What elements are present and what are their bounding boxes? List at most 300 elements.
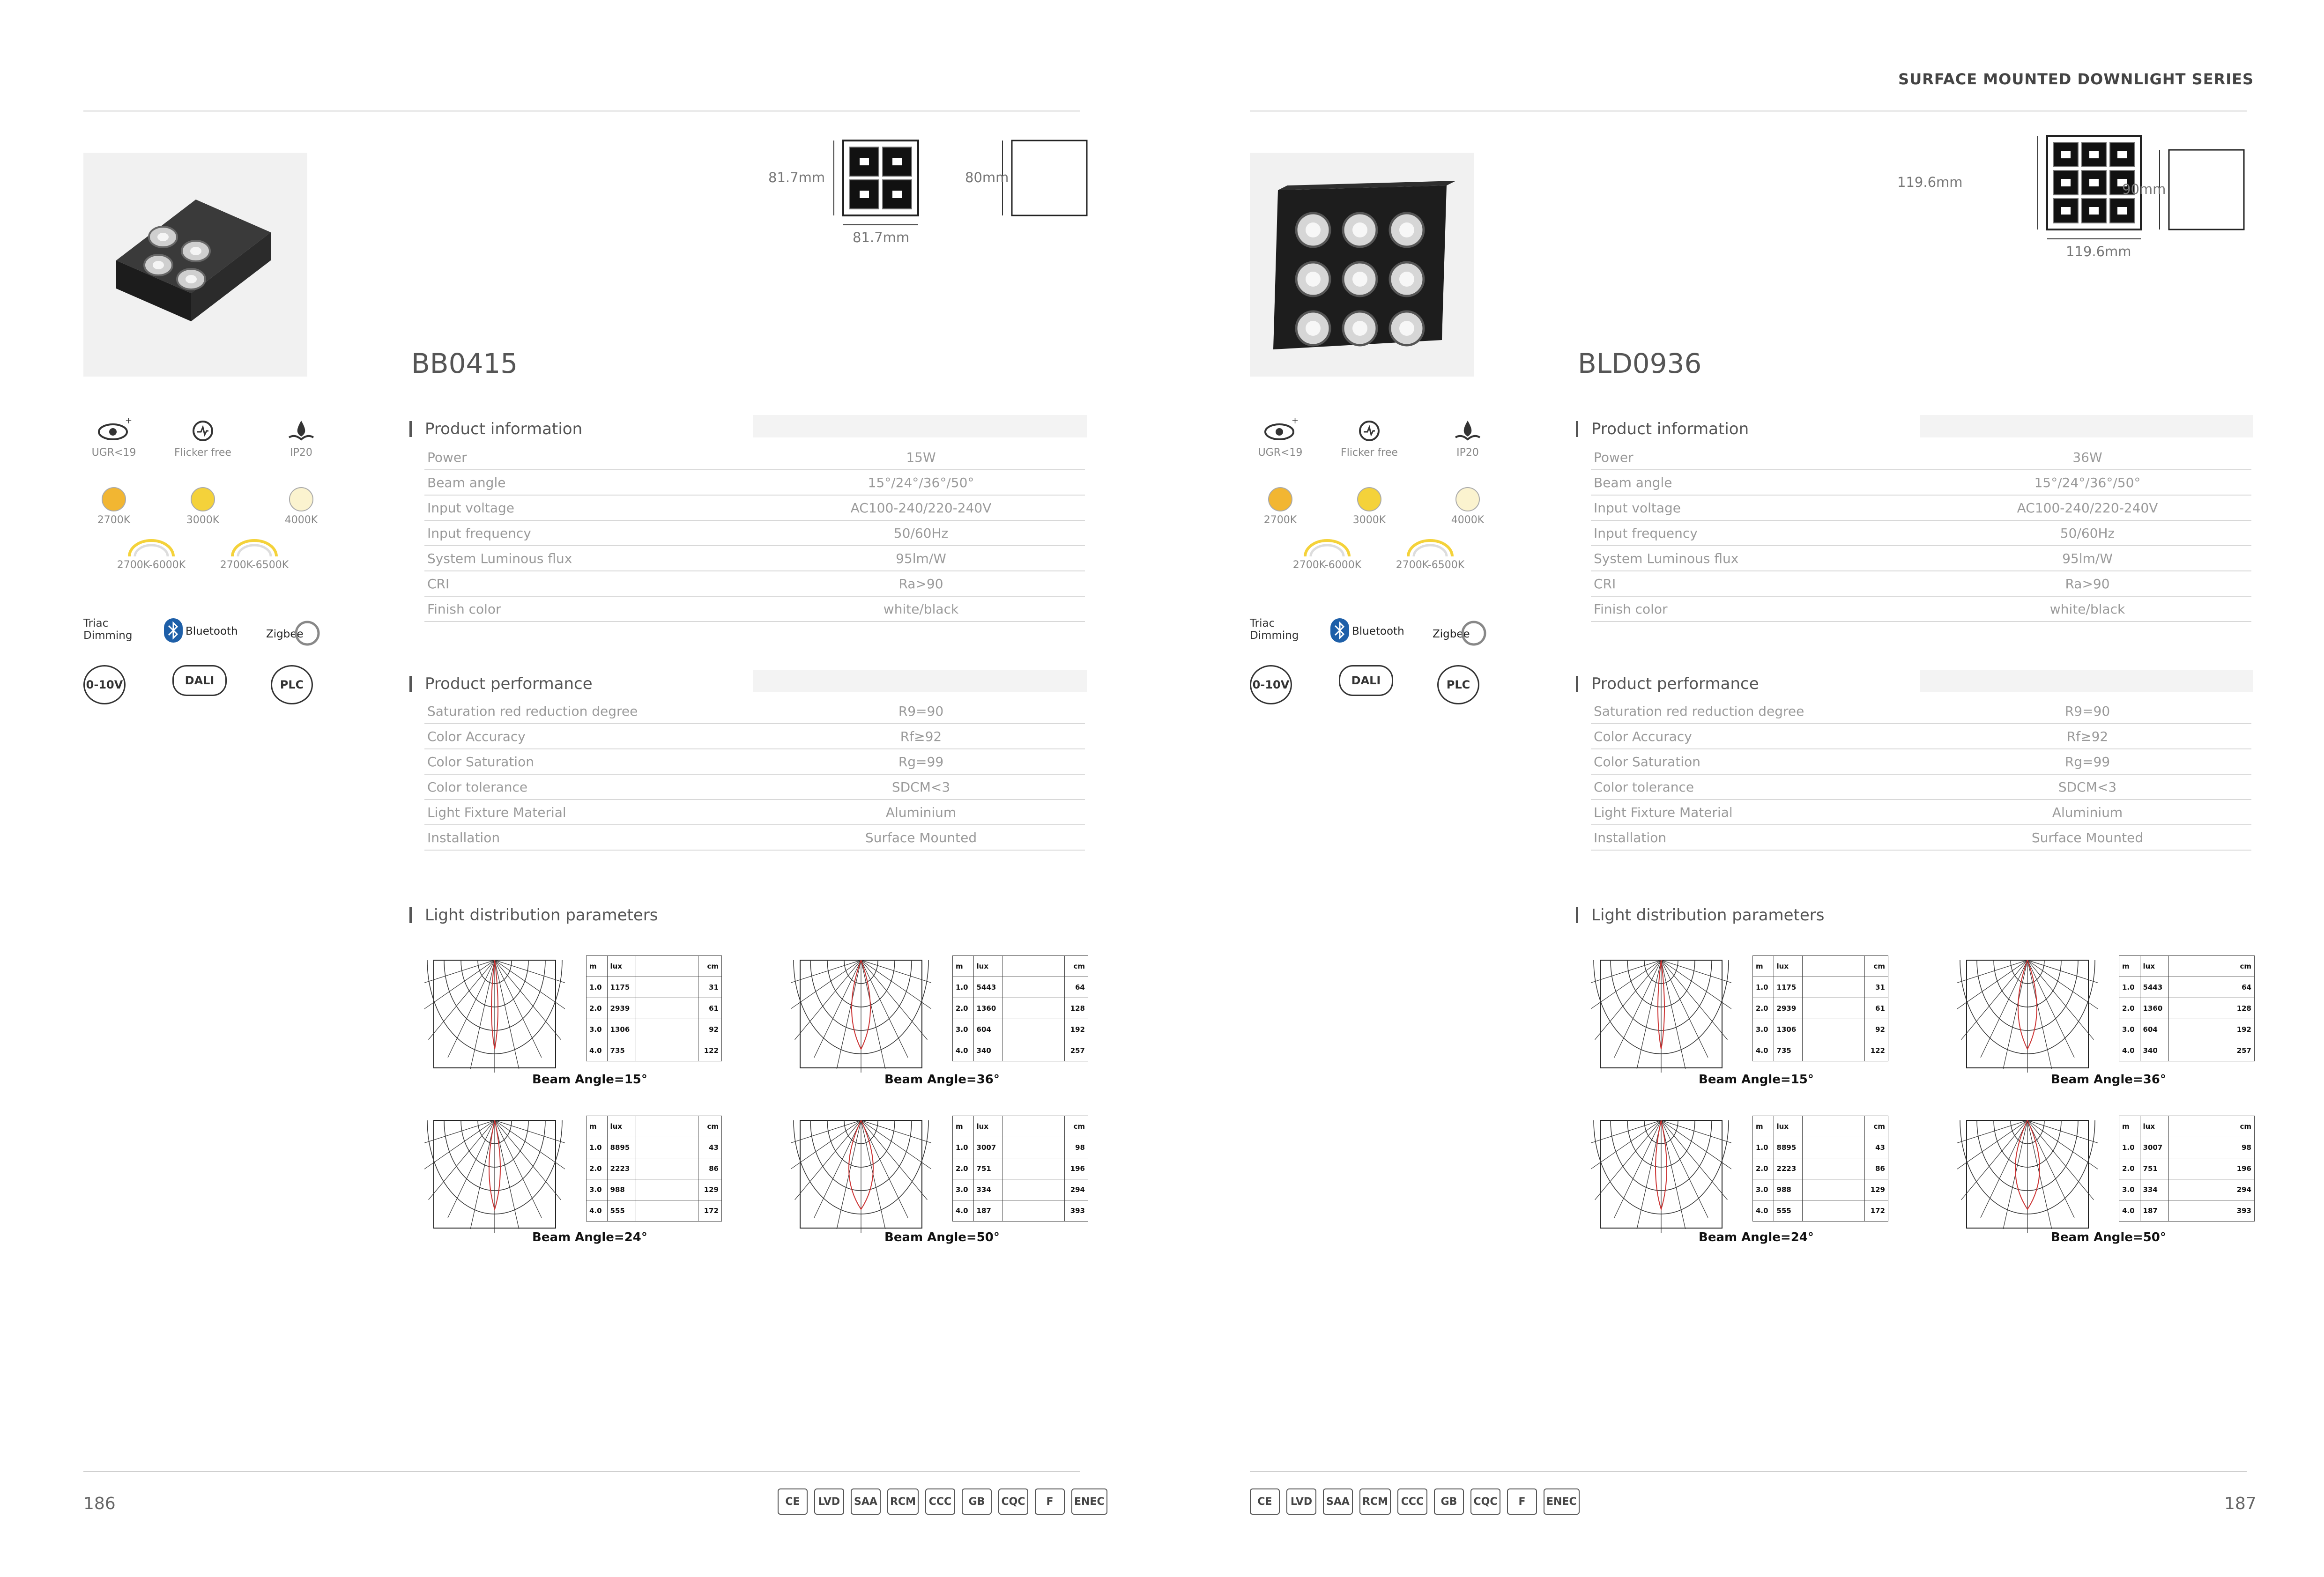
feature-ugr-eye <box>1250 417 1311 459</box>
distance-cell: 3.0 <box>953 1019 974 1040</box>
table-row <box>587 1137 722 1158</box>
table-row <box>2119 977 2255 998</box>
cone-cell <box>1803 1200 1865 1222</box>
tunable-label: 2700K-6500K <box>1396 559 1465 571</box>
spec-value: 36W <box>1921 445 2251 470</box>
zigbee-icon <box>1461 620 1487 648</box>
distance-cell: 2.0 <box>1753 1158 1774 1179</box>
spec-value: SDCM<3 <box>754 774 1085 800</box>
lux-cell: 735 <box>1774 1040 1803 1061</box>
tunable-label: 2700K-6000K <box>117 559 186 571</box>
diameter-cell: 172 <box>1865 1200 1888 1222</box>
bottom-divider-left <box>83 1471 1080 1472</box>
polar-diagram <box>791 955 931 1074</box>
tunable-label: 2700K-6000K <box>1292 559 1362 571</box>
tunable-option <box>1390 539 1470 571</box>
spec-label: Color Accuracy <box>424 724 754 749</box>
lux-cell: 2223 <box>607 1158 636 1179</box>
bluetooth-label: Bluetooth <box>186 625 238 637</box>
table-row <box>1753 1019 1888 1040</box>
lux-cell: 1306 <box>607 1019 636 1040</box>
lux-cell: 340 <box>2140 1040 2169 1061</box>
spec-value: Aluminium <box>1921 800 2251 825</box>
svg-text:+: + <box>1292 417 1299 426</box>
product-code: BB0415 <box>411 348 518 379</box>
diameter-cell: 192 <box>1065 1019 1088 1040</box>
diameter-cell: 294 <box>2231 1179 2255 1200</box>
certification-marks <box>778 1488 1107 1515</box>
col-m: m <box>1753 1116 1774 1137</box>
lux-cell: 604 <box>2140 1019 2169 1040</box>
section-title-text: Light distribution parameters <box>425 906 658 925</box>
polar-diagram <box>1957 1116 2098 1235</box>
spec-value: Rf≥92 <box>754 724 1085 749</box>
spec-label: Installation <box>1591 825 1921 850</box>
spec-label: Finish color <box>1591 596 1921 622</box>
cct-dot-icon <box>102 487 126 511</box>
table-row <box>587 977 722 998</box>
spec-label: Saturation red reduction degree <box>424 699 754 724</box>
bluetooth-icon <box>1329 617 1350 645</box>
zigbee-label: Zigbee <box>1433 628 1470 640</box>
light-distribution-chart <box>424 955 724 1096</box>
ip20-water-icon <box>1437 417 1498 447</box>
lux-table <box>952 955 1088 1061</box>
product-performance-table <box>1591 699 2251 851</box>
protocol-dali-icon: DALI <box>1339 665 1393 696</box>
spec-label: Color Saturation <box>424 749 754 774</box>
spec-label: System Luminous flux <box>1591 546 1921 571</box>
spec-value: Rg=99 <box>754 749 1085 774</box>
col-cone <box>2169 956 2231 977</box>
cct-label: 3000K <box>186 514 220 526</box>
table-row <box>2119 1040 2255 1061</box>
table-row <box>2119 1158 2255 1179</box>
table-row <box>587 1040 722 1061</box>
distance-cell: 4.0 <box>587 1040 608 1061</box>
section-title-text: Product performance <box>425 674 593 693</box>
product-performance-table <box>424 699 1085 851</box>
spec-value: 95lm/W <box>1921 546 2251 571</box>
bluetooth-badge <box>1329 617 1404 645</box>
table-row <box>424 470 1085 495</box>
distance-cell: 2.0 <box>953 998 974 1019</box>
cct-dot-icon <box>289 487 313 511</box>
distance-cell: 3.0 <box>2119 1179 2140 1200</box>
table-row <box>424 800 1085 825</box>
cone-cell <box>2169 1137 2231 1158</box>
product-photo <box>1250 153 1474 377</box>
table-row <box>1591 749 2251 774</box>
col-cm: cm <box>698 956 722 977</box>
polar-diagram <box>1591 955 1731 1074</box>
zigbee-badge <box>266 620 320 648</box>
table-row <box>2119 1137 2255 1158</box>
spec-label: System Luminous flux <box>424 546 754 571</box>
col-lux: lux <box>2140 956 2169 977</box>
col-cm: cm <box>1065 1116 1088 1137</box>
distance-cell: 3.0 <box>587 1019 608 1040</box>
protocol-010v-icon: 0-10V <box>1250 665 1292 704</box>
cone-cell <box>1803 977 1865 998</box>
spec-label: Color Saturation <box>1591 749 1921 774</box>
lux-cell: 3007 <box>2140 1137 2169 1158</box>
spec-value: 15°/24°/36°/50° <box>1921 470 2251 495</box>
spec-value: R9=90 <box>754 699 1085 724</box>
col-lux: lux <box>973 956 1002 977</box>
cct-label: 4000K <box>284 514 318 526</box>
beam-angle-label: Beam Angle=36° <box>884 1073 1000 1087</box>
cone-cell <box>1002 1179 1065 1200</box>
product-code: BLD0936 <box>1578 348 1702 379</box>
lux-cell: 604 <box>973 1019 1002 1040</box>
dim-height: 90mm <box>2122 181 2166 197</box>
col-lux: lux <box>1774 1116 1803 1137</box>
table-row <box>424 571 1085 596</box>
cone-cell <box>1002 1158 1065 1179</box>
cct-option <box>1250 487 1311 526</box>
table-row <box>2119 1200 2255 1222</box>
lux-cell: 5443 <box>2140 977 2169 998</box>
cct-option <box>172 487 233 526</box>
spec-label: CRI <box>1591 571 1921 596</box>
table-row <box>424 546 1085 571</box>
spec-label: Light Fixture Material <box>1591 800 1921 825</box>
table-row <box>953 1116 1088 1137</box>
col-cone <box>1002 956 1065 977</box>
dim-width: 81.7mm <box>768 170 825 185</box>
lux-cell: 1175 <box>607 977 636 998</box>
feature-flicker-free <box>1339 417 1400 459</box>
col-cone <box>1803 956 1865 977</box>
spec-value: Ra>90 <box>1921 571 2251 596</box>
distance-cell: 1.0 <box>2119 977 2140 998</box>
diameter-cell: 61 <box>1865 998 1888 1019</box>
cert-cqc-icon: CQC <box>1470 1488 1500 1515</box>
feature-label: IP20 <box>290 447 312 459</box>
table-row <box>587 1200 722 1222</box>
table-header-shade <box>1920 670 2253 692</box>
spec-label: Input voltage <box>1591 495 1921 520</box>
feature-ip20-water <box>271 417 332 459</box>
table-row <box>1753 1137 1888 1158</box>
col-m: m <box>587 956 608 977</box>
cone-cell <box>1002 1040 1065 1061</box>
protocol-plc-icon: PLC <box>1437 665 1479 704</box>
cct-dot-icon <box>1357 487 1381 511</box>
spec-label: Installation <box>424 825 754 850</box>
cert-enec-icon: ENEC <box>1071 1488 1107 1515</box>
lux-table <box>1752 955 1888 1061</box>
lux-cell: 751 <box>973 1158 1002 1179</box>
diameter-cell: 64 <box>1065 977 1088 998</box>
table-row <box>953 1200 1088 1222</box>
distance-cell: 4.0 <box>2119 1200 2140 1222</box>
cert-saa-icon: SAA <box>1323 1488 1353 1515</box>
light-distribution-title <box>409 906 658 925</box>
diameter-cell: 92 <box>698 1019 722 1040</box>
cert-enec-icon: ENEC <box>1544 1488 1580 1515</box>
tunable-label: 2700K-6500K <box>220 559 289 571</box>
table-row <box>1591 596 2251 622</box>
cone-cell <box>636 977 698 998</box>
diameter-cell: 196 <box>1065 1158 1088 1179</box>
diameter-cell: 43 <box>698 1137 722 1158</box>
feature-label: Flicker free <box>174 447 231 459</box>
spec-label: Saturation red reduction degree <box>1591 699 1921 724</box>
section-bar <box>409 421 412 437</box>
cone-cell <box>2169 998 2231 1019</box>
diameter-cell: 257 <box>1065 1040 1088 1061</box>
bluetooth-icon <box>163 617 184 645</box>
cone-cell <box>1803 1158 1865 1179</box>
cct-label: 2700K <box>97 514 131 526</box>
section-bar <box>409 907 412 923</box>
spec-label: Finish color <box>424 596 754 622</box>
table-row <box>424 699 1085 724</box>
lux-cell: 5443 <box>973 977 1002 998</box>
lux-cell: 2939 <box>1774 998 1803 1019</box>
lux-table <box>2119 1116 2255 1222</box>
table-row <box>953 998 1088 1019</box>
tunable-option <box>215 539 294 571</box>
table-row <box>2119 1019 2255 1040</box>
cone-cell <box>1803 1040 1865 1061</box>
table-row <box>953 1179 1088 1200</box>
spec-label: Beam angle <box>1591 470 1921 495</box>
diameter-cell: 393 <box>1065 1200 1088 1222</box>
table-row <box>1753 1040 1888 1061</box>
cone-cell <box>2169 1158 2231 1179</box>
table-row <box>1753 1179 1888 1200</box>
beam-angle-label: Beam Angle=24° <box>532 1230 647 1244</box>
table-row <box>587 998 722 1019</box>
diameter-cell: 129 <box>698 1179 722 1200</box>
section-bar <box>409 676 412 692</box>
distance-cell: 1.0 <box>1753 977 1774 998</box>
feature-label: UGR<19 <box>1258 447 1303 459</box>
cct-dot-icon <box>191 487 215 511</box>
certification-marks <box>1250 1488 1580 1515</box>
table-row <box>1591 724 2251 749</box>
distance-cell: 2.0 <box>953 1158 974 1179</box>
cert-cqc-icon: CQC <box>998 1488 1028 1515</box>
lux-cell: 187 <box>973 1200 1002 1222</box>
distance-cell: 2.0 <box>2119 998 2140 1019</box>
product-information-table <box>424 445 1085 622</box>
cone-cell <box>2169 977 2231 998</box>
col-cm: cm <box>2231 1116 2255 1137</box>
col-cm: cm <box>1865 1116 1888 1137</box>
table-row <box>424 724 1085 749</box>
lux-cell: 3007 <box>973 1137 1002 1158</box>
tunable-arc-icon <box>215 539 294 559</box>
spec-value: R9=90 <box>1921 699 2251 724</box>
col-lux: lux <box>2140 1116 2169 1137</box>
col-cone <box>636 956 698 977</box>
lux-cell: 2223 <box>1774 1158 1803 1179</box>
table-row <box>587 1116 722 1137</box>
diameter-cell: 128 <box>1065 998 1088 1019</box>
lux-table <box>586 1116 722 1222</box>
cert-ccc-icon: CCC <box>925 1488 955 1515</box>
lux-cell: 555 <box>1774 1200 1803 1222</box>
lux-cell: 334 <box>973 1179 1002 1200</box>
dimension-drawing <box>768 126 1091 267</box>
product-photo <box>83 153 307 377</box>
cct-dot-icon <box>1455 487 1480 511</box>
table-row <box>2119 1116 2255 1137</box>
distance-cell: 1.0 <box>587 1137 608 1158</box>
product-performance-title <box>409 674 593 693</box>
section-bar <box>1576 907 1578 923</box>
protocol-010v-icon: 0-10V <box>83 665 126 704</box>
beam-angle-label: Beam Angle=36° <box>2051 1073 2166 1087</box>
cone-cell <box>1002 1137 1065 1158</box>
diameter-cell: 86 <box>698 1158 722 1179</box>
table-row <box>1591 774 2251 800</box>
col-m: m <box>953 956 974 977</box>
spec-value: 15°/24°/36°/50° <box>754 470 1085 495</box>
spec-label: Input frequency <box>1591 520 1921 546</box>
distance-cell: 1.0 <box>587 977 608 998</box>
bluetooth-label: Bluetooth <box>1352 625 1404 637</box>
table-row <box>424 825 1085 850</box>
lux-cell: 1306 <box>1774 1019 1803 1040</box>
cone-cell <box>636 1040 698 1061</box>
col-lux: lux <box>1774 956 1803 977</box>
table-row <box>953 1019 1088 1040</box>
diameter-cell: 64 <box>2231 977 2255 998</box>
light-distribution-chart <box>1957 955 2257 1096</box>
light-distribution-chart <box>1957 1116 2257 1256</box>
page-number: 187 <box>2224 1494 2257 1513</box>
table-row <box>1753 1158 1888 1179</box>
col-m: m <box>1753 956 1774 977</box>
table-row <box>1591 546 2251 571</box>
distance-cell: 4.0 <box>2119 1040 2140 1061</box>
table-header-shade <box>1920 415 2253 437</box>
col-m: m <box>2119 956 2140 977</box>
spec-value: 95lm/W <box>754 546 1085 571</box>
table-row <box>424 445 1085 470</box>
cct-label: 4000K <box>1451 514 1485 526</box>
spec-value: Surface Mounted <box>1921 825 2251 850</box>
feature-ip20-water <box>1437 417 1498 459</box>
table-row <box>1753 956 1888 977</box>
cone-cell <box>1803 1179 1865 1200</box>
lux-cell: 8895 <box>1774 1137 1803 1158</box>
diameter-cell: 61 <box>698 998 722 1019</box>
table-row <box>953 1137 1088 1158</box>
col-lux: lux <box>607 956 636 977</box>
cert-gb-icon: GB <box>962 1488 992 1515</box>
lux-cell: 988 <box>1774 1179 1803 1200</box>
col-cm: cm <box>1065 956 1088 977</box>
col-cm: cm <box>1865 956 1888 977</box>
dimension-drawing <box>1897 126 2258 267</box>
section-title-text: Product performance <box>1591 674 1759 693</box>
ugr-eye-icon <box>1250 417 1311 447</box>
col-lux: lux <box>607 1116 636 1137</box>
zigbee-icon <box>294 620 320 648</box>
cone-cell <box>636 1019 698 1040</box>
table-row <box>1591 470 2251 495</box>
beam-angle-label: Beam Angle=24° <box>1699 1230 1814 1244</box>
table-row <box>1591 571 2251 596</box>
spec-value: Ra>90 <box>754 571 1085 596</box>
dim-depth: 119.6mm <box>2066 244 2131 259</box>
table-row <box>1753 1116 1888 1137</box>
beam-angle-label: Beam Angle=15° <box>1699 1073 1814 1087</box>
distance-cell: 3.0 <box>2119 1019 2140 1040</box>
diameter-cell: 98 <box>1065 1137 1088 1158</box>
lux-cell: 555 <box>607 1200 636 1222</box>
spec-label: Input frequency <box>424 520 754 546</box>
section-title-text: Light distribution parameters <box>1591 906 1825 925</box>
table-row <box>424 596 1085 622</box>
distance-cell: 3.0 <box>1753 1019 1774 1040</box>
col-m: m <box>953 1116 974 1137</box>
cct-label: 2700K <box>1263 514 1297 526</box>
dim-height: 80mm <box>965 170 1009 185</box>
table-row <box>587 956 722 977</box>
cert-rcm-icon: RCM <box>887 1488 919 1515</box>
col-cm: cm <box>698 1116 722 1137</box>
cone-cell <box>1803 998 1865 1019</box>
polar-diagram <box>791 1116 931 1235</box>
cone-cell <box>1002 1200 1065 1222</box>
table-header-shade <box>753 415 1087 437</box>
diameter-cell: 92 <box>1865 1019 1888 1040</box>
distance-cell: 4.0 <box>953 1040 974 1061</box>
light-distribution-chart <box>791 955 1091 1096</box>
lux-cell: 334 <box>2140 1179 2169 1200</box>
table-row <box>2119 998 2255 1019</box>
lux-cell: 1360 <box>2140 998 2169 1019</box>
cert-ce-icon: CE <box>1250 1488 1280 1515</box>
spec-value: Rf≥92 <box>1921 724 2251 749</box>
table-row <box>587 1179 722 1200</box>
table-row <box>587 1158 722 1179</box>
polar-diagram <box>1591 1116 1731 1235</box>
table-row <box>953 1040 1088 1061</box>
bluetooth-badge <box>163 617 238 645</box>
cone-cell <box>1002 977 1065 998</box>
distance-cell: 1.0 <box>2119 1137 2140 1158</box>
section-bar <box>1576 676 1578 692</box>
table-row <box>1591 495 2251 520</box>
diameter-cell: 122 <box>698 1040 722 1061</box>
diameter-cell: 172 <box>698 1200 722 1222</box>
col-cone <box>636 1116 698 1137</box>
diameter-cell: 393 <box>2231 1200 2255 1222</box>
distance-cell: 4.0 <box>587 1200 608 1222</box>
distance-cell: 2.0 <box>587 998 608 1019</box>
table-row <box>587 1019 722 1040</box>
spec-label: Power <box>424 445 754 470</box>
table-row <box>424 774 1085 800</box>
cert-gb-icon: GB <box>1434 1488 1464 1515</box>
diameter-cell: 31 <box>1865 977 1888 998</box>
cone-cell <box>1803 1137 1865 1158</box>
diameter-cell: 196 <box>2231 1158 2255 1179</box>
flicker-free-icon <box>172 417 233 447</box>
section-title-text: Product information <box>1591 420 1749 438</box>
diameter-cell: 43 <box>1865 1137 1888 1158</box>
protocol-plc-icon: PLC <box>271 665 313 704</box>
lux-cell: 2939 <box>607 998 636 1019</box>
